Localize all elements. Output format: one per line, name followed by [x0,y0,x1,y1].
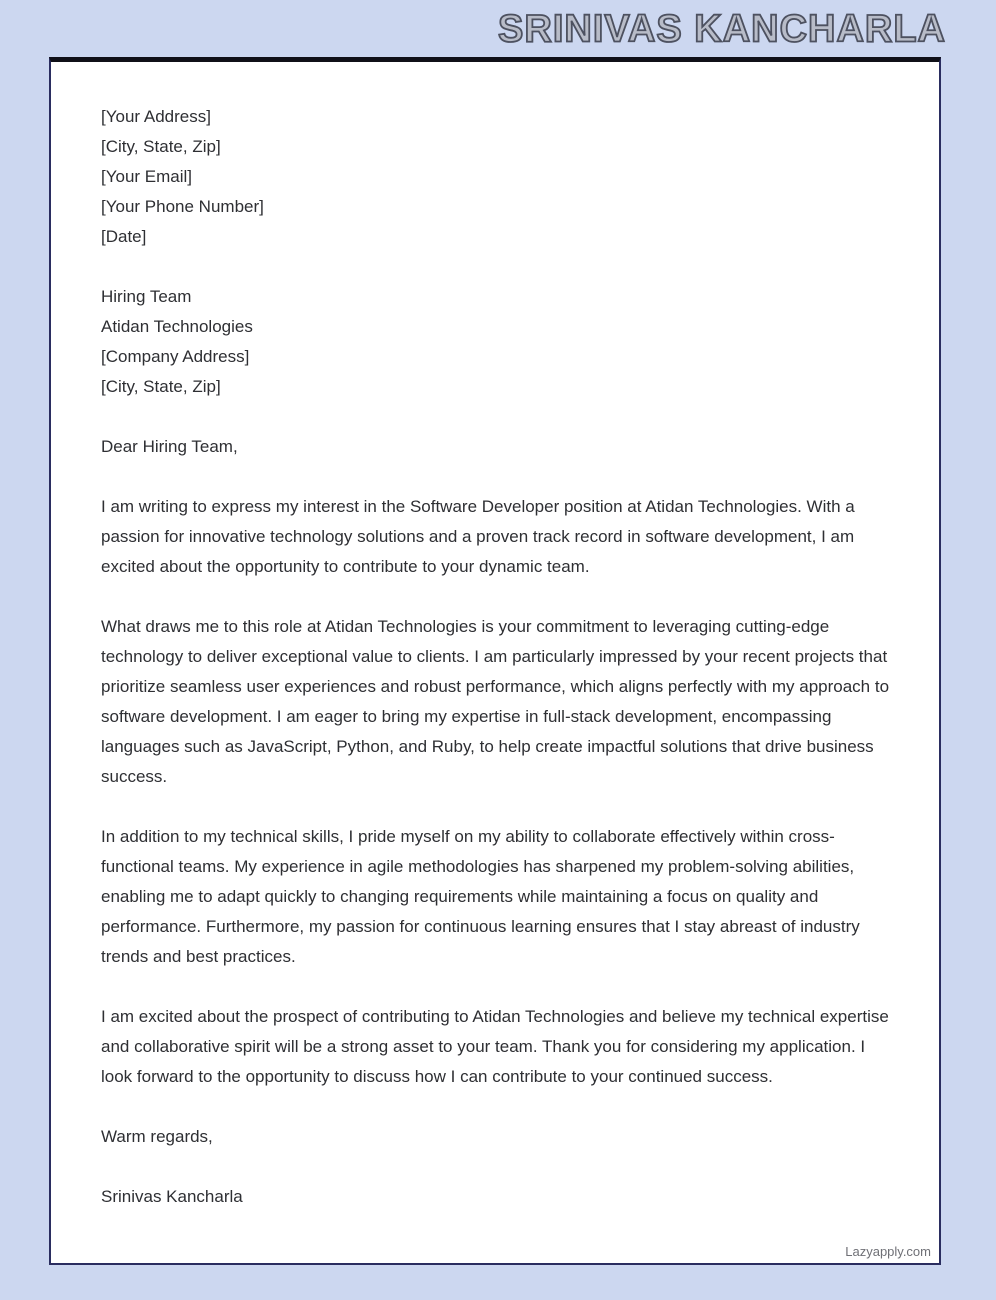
recipient-block [101,282,891,402]
watermark: Lazyapply.com [845,1244,931,1259]
body-paragraph: I am excited about the prospect of contributing to Atidan Technologies and believe my technical expertise and collaborative spirit will be a strong asset to your team. Thank you for considering my application. I look forward to the opportunity to discuss how I can contribute to your continued success. [101,1007,889,1086]
sender-line: [Date] [101,227,147,246]
body-paragraphs [101,492,891,1092]
signature: Srinivas Kancharla [101,1187,243,1206]
body-paragraph: What draws me to this role at Atidan Technologies is your commitment to leveraging cutting-edge technology to deliver exceptional value to clients. I am particularly impressed by your recent projects that prioritize seamless user experiences and robust performance, which aligns perfectly with my approach to software development. I am eager to bring my expertise in full-stack development, encompassing languages such as JavaScript, Python, and Ruby, to help create impactful solutions that drive business success. [101,617,890,786]
sender-line: [Your Phone Number] [101,197,264,216]
recipient-line: Atidan Technologies [101,317,253,336]
sender-block [101,102,891,252]
letter-content [51,62,939,1212]
recipient-line: [Company Address] [101,347,250,366]
recipient-line: Hiring Team [101,287,192,306]
body-paragraph: I am writing to express my interest in the Software Developer position at Atidan Technologies. With a passion for innovative technology solutions and a proven track record in software development, I am excited about the opportunity to contribute to your dynamic team. [101,497,855,576]
sender-line: [Your Email] [101,167,193,186]
closing: Warm regards, [101,1127,213,1146]
letter-page [49,57,941,1265]
recipient-line: [City, State, Zip] [101,377,221,396]
salutation: Dear Hiring Team, [101,437,238,456]
body-paragraph: In addition to my technical skills, I pride myself on my ability to collaborate effectively within cross-functional teams. My experience in agile methodologies has sharpened my problem-solving abilities, enabling me to adapt quickly to changing requirements while maintaining a focus on quality and performance. Furthermore, my passion for continuous learning ensures that I stay abreast of industry trends and best practices. [101,827,860,966]
sender-line: [City, State, Zip] [101,137,221,156]
header-name: SRINIVAS KANCHARLA [498,8,946,51]
sender-line: [Your Address] [101,107,211,126]
